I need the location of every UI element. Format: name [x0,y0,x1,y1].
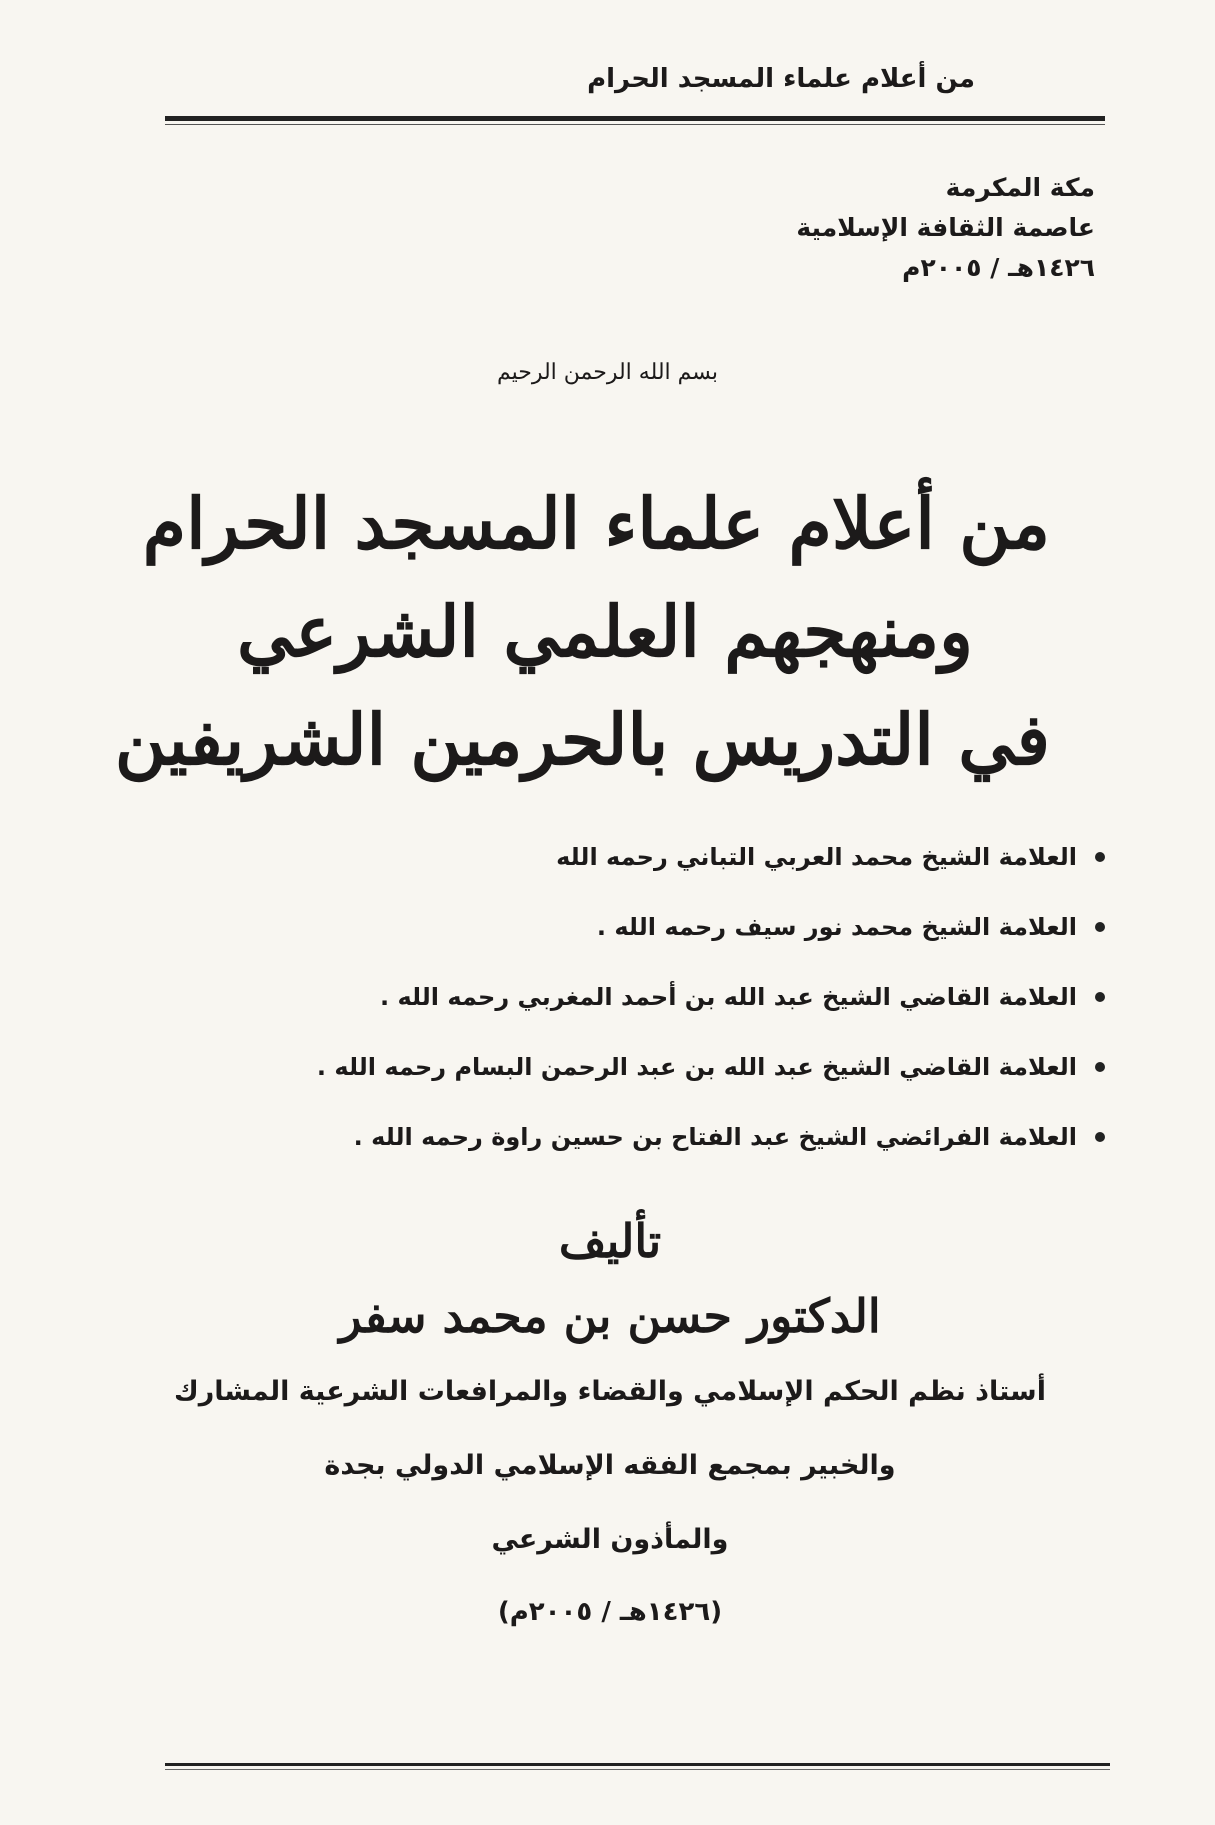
author-title-line-3: والمأذون الشرعي [491,1524,729,1555]
scholar-item [165,822,1105,892]
author-name: الدكتور حسن بن محمد سفر [339,1289,881,1343]
title-line-3: في التدريس بالحرمين الشريفين [114,698,1050,781]
footer-rule [165,1763,1110,1766]
scholar-item [165,962,1105,1032]
scholars-list [165,822,1105,1172]
scholar-name: العلامة الشيخ محمد العربي التباني رحمه الله [556,843,1077,871]
bullet-icon [1095,1132,1105,1142]
scholar-item [165,892,1105,962]
place-date: ١٤٢٦هـ / ٢٠٠٥م [902,253,1095,282]
header-rule [165,116,1105,121]
authorship-label: تأليف [558,1214,662,1268]
title-line-2: ومنهجهم العلمي الشرعي [237,590,973,673]
title-line-1: من أعلام علماء المسجد الحرام [142,482,1050,565]
bullet-icon [1095,992,1105,1002]
author-section [130,1205,1090,1647]
scholar-item [165,1032,1105,1102]
footer-rule-thin [165,1769,1110,1770]
scholar-item [165,1102,1105,1172]
author-title-line-2: والخبير بمجمع الفقه الإسلامي الدولي بجدة [324,1450,896,1481]
scholar-name: العلامة القاضي الشيخ عبد الله بن عبد الرحمن البسام رحمه الله . [316,1053,1077,1081]
place-block [796,168,1095,288]
bullet-icon [1095,852,1105,862]
running-header: من أعلام علماء المسجد الحرام [587,64,975,94]
bullet-icon [1095,922,1105,932]
header-rule-thin [165,124,1105,125]
scholar-name: العلامة الشيخ محمد نور سيف رحمه الله . [596,913,1077,941]
author-title-line-1: أستاذ نظم الحكم الإسلامي والقضاء والمرافعات الشرعية المشارك [174,1376,1046,1407]
scholar-name: العلامة الفرائضي الشيخ عبد الفتاح بن حسين راوة رحمه الله . [353,1123,1077,1151]
book-title [114,470,1050,794]
place-city: مكة المكرمة [945,173,1095,202]
place-subtitle: عاصمة الثقافة الإسلامية [796,213,1095,242]
scholar-name: العلامة القاضي الشيخ عبد الله بن أحمد المغربي رحمه الله . [379,983,1077,1011]
bullet-icon [1095,1062,1105,1072]
publication-date: (١٤٢٦هـ / ٢٠٠٥م) [497,1597,723,1627]
basmala: بسم الله الرحمن الرحيم [496,360,719,385]
